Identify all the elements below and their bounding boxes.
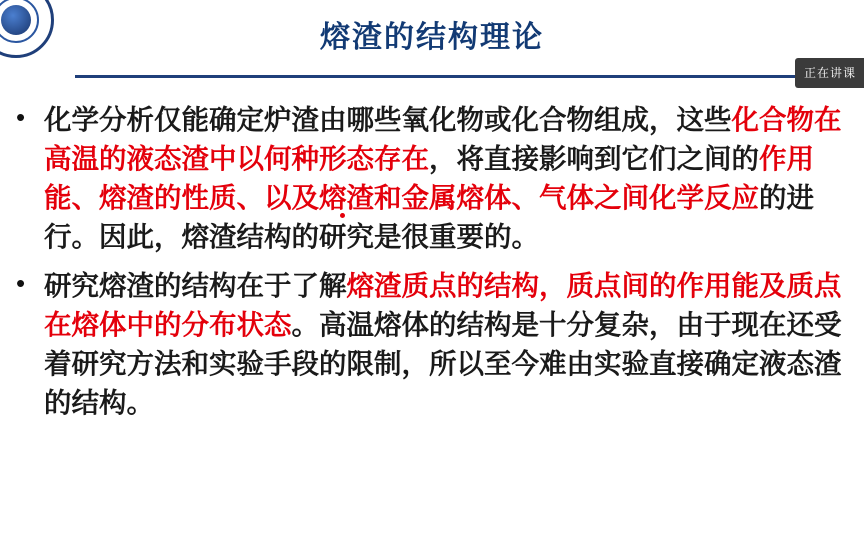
bullet-glyph: •	[16, 102, 26, 132]
annotation-dot-icon	[340, 213, 345, 218]
title-divider	[75, 75, 847, 78]
text-run-highlight: 化合物在高温的液态渣中以何种形态存在	[44, 104, 842, 175]
text-run: 研究熔渣的结构在于了解	[44, 270, 347, 302]
status-badge: 正在讲课	[795, 58, 864, 88]
text-run: 化学分析仅能确定炉渣由哪些氧化物或化合物组成，这些	[44, 104, 732, 135]
slide-body	[0, 100, 864, 432]
text-run-highlight: 熔渣质点的结构，质点间的作用能及质点在熔体中的分布状态	[44, 270, 842, 341]
text-run: 的进行。因此，熔渣结构的研究是很重要的。	[44, 182, 814, 253]
list-item	[0, 100, 864, 256]
paragraph-text	[44, 266, 846, 422]
list-item	[0, 266, 864, 422]
text-run-highlight: 作用能、熔渣的性质、以及熔渣和金属熔体、气体之间化学反应	[44, 143, 814, 214]
page-title: 熔渣的结构理论	[320, 21, 544, 54]
text-run: ，将直接影响到它们之间的	[429, 143, 759, 175]
bullet-glyph: •	[16, 268, 26, 299]
paragraph-text	[44, 100, 846, 256]
text-run: 。高温熔体的结构是十分复杂，由于现在还受着研究方法和实验手段的限制，所以至今难由实验直接确定液态渣的结构。	[44, 309, 842, 419]
